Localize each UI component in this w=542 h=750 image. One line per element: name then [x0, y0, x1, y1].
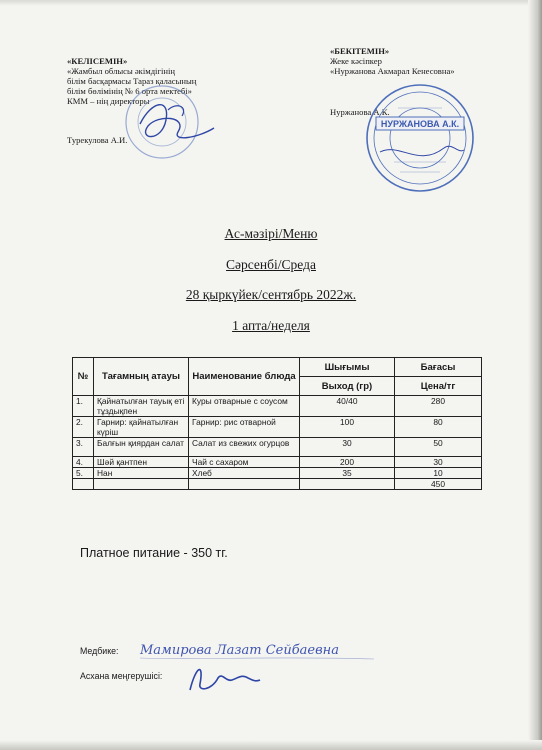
- table-total-row: [73, 479, 482, 490]
- row-num: 4.: [73, 457, 94, 468]
- row-num: 5.: [73, 468, 94, 479]
- dish-name-ru: Куры отварные с соусом: [189, 396, 300, 417]
- dish-name-ru: Хлеб: [189, 468, 300, 479]
- menu-titles: [0, 226, 542, 348]
- dish-price: 80: [395, 417, 482, 438]
- dish-yield: 35: [300, 468, 395, 479]
- page-edge: [0, 0, 542, 6]
- dish-price: 280: [395, 396, 482, 417]
- day-title: Сәрсенбі/Среда: [226, 256, 316, 272]
- table-row: [73, 396, 482, 417]
- page-edge: [528, 0, 542, 750]
- table-row: [73, 457, 482, 468]
- table-row: [73, 468, 482, 479]
- col-header-yield-group: Шығымы: [300, 358, 395, 377]
- paid-meal-note: Платное питание - 350 тг.: [80, 546, 228, 560]
- agreed-line: «Жамбыл облысы әкімдігінің: [67, 66, 175, 76]
- dish-yield: 30: [300, 438, 395, 457]
- col-header-num: №: [73, 358, 94, 396]
- dish-name-kz: Балғын қиярдан салат: [94, 438, 189, 457]
- dish-name-kz: Гарнир: қайнатылған күріш: [94, 417, 189, 438]
- menu-table: [72, 357, 482, 490]
- agreed-line: білім басқармасы Тараз қаласының: [67, 76, 197, 86]
- col-header-yield: Выход (гр): [300, 377, 395, 396]
- col-header-price: Цена/тг: [395, 377, 482, 396]
- col-header-name-ru: Наименование блюда: [189, 358, 300, 396]
- row-num: 2.: [73, 417, 94, 438]
- entrepreneur-stamp: [360, 82, 478, 194]
- nurse-label: Медбике:: [80, 646, 119, 656]
- page-edge: [0, 740, 542, 750]
- dish-name-kz: Қайнатылған тауық еті тұздықпен: [94, 396, 189, 417]
- table-row: [73, 438, 482, 457]
- row-num: 1.: [73, 396, 94, 417]
- approved-signatory: Нуржанова А.К.: [330, 107, 390, 117]
- school-stamp-signature: [118, 80, 230, 166]
- dish-price: 10: [395, 468, 482, 479]
- chef-label: Асхана меңгерушісі:: [80, 671, 163, 681]
- date-title: 28 қыркүйек/сентябрь 2022ж.: [185, 287, 357, 302]
- dish-price: 50: [395, 438, 482, 457]
- dish-price: 30: [395, 457, 482, 468]
- col-header-price-group: Бағасы: [395, 358, 482, 377]
- dish-name-ru: Чай с сахаром: [189, 457, 300, 468]
- dish-yield: 40/40: [300, 396, 395, 417]
- total-price: 450: [395, 479, 482, 490]
- dish-name-kz: Шәй қантпен: [94, 457, 189, 468]
- row-num: 3.: [73, 438, 94, 457]
- dish-yield: 100: [300, 417, 395, 438]
- dish-name-ru: Гарнир: рис отварной: [189, 417, 300, 438]
- week-title: 1 апта/неделя: [232, 317, 310, 333]
- agreed-line: білім бөлімінің № 6 орта мектебі»: [67, 86, 192, 96]
- agreed-line: КММ – нің директоры: [67, 96, 150, 106]
- agreed-heading: «КЕЛІСЕМІН»: [67, 56, 128, 66]
- approved-line: Жеке кәсіпкер: [330, 56, 382, 66]
- nurse-signature-text: Мамирова Лазат Сейбаевна: [140, 643, 339, 658]
- col-header-name-kz: Тағамның атауы: [94, 358, 189, 396]
- table-row: [73, 417, 482, 438]
- agreed-signatory: Турекулова А.И.: [67, 135, 128, 145]
- approved-line: «Нуржанова Акмарал Кенесовна»: [330, 66, 455, 76]
- dish-name-ru: Салат из свежих огурцов: [189, 438, 300, 457]
- dish-name-kz: Нан: [94, 468, 189, 479]
- menu-title: Ас-мәзірі/Меню: [224, 226, 318, 241]
- approved-heading: «БЕКІТЕМІН»: [330, 46, 390, 56]
- chef-signature: [182, 660, 262, 696]
- stamp-center-text: НУРЖАНОВА А.К.: [380, 119, 460, 129]
- dish-yield: 200: [300, 457, 395, 468]
